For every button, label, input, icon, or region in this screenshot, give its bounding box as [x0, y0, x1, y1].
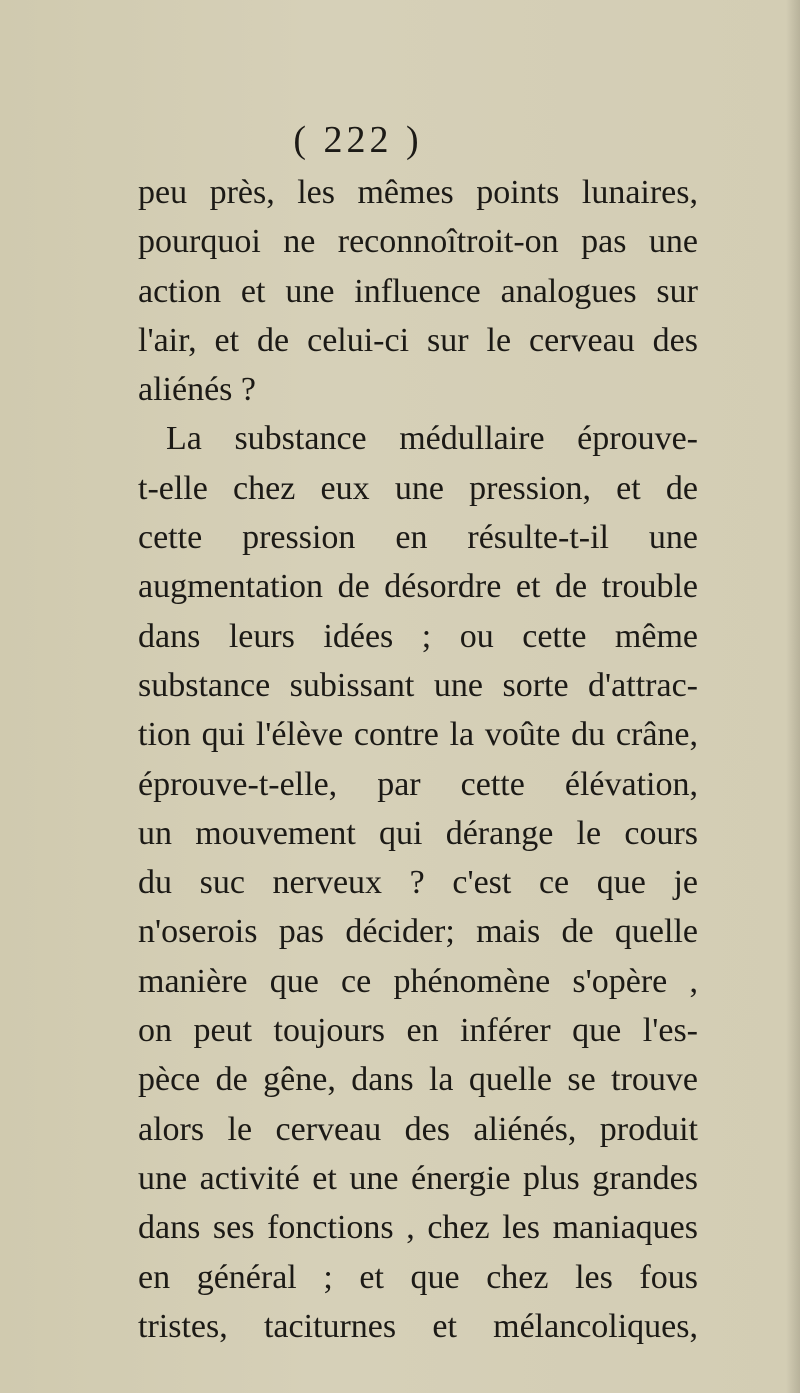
text-line: peu près, les mêmes points lunaires, [138, 174, 698, 211]
text-line: aliénés ? [138, 371, 256, 409]
text-line: manière que ce phénomène s'opère , [138, 962, 698, 1000]
text-line: une activité et une énergie plus grandes [138, 1159, 698, 1197]
text-line: tristes, taciturnes et mélancoliques, [138, 1307, 698, 1345]
text-line: n'oserois pas décider; mais de quelle [138, 913, 698, 951]
text-line: t-elle chez eux une pression, et de [138, 469, 698, 507]
text-line: alors le cerveau des aliénés, produit [138, 1110, 698, 1148]
text-line: action et une influence analogues sur [138, 272, 698, 310]
text-line: en général ; et que chez les fous [138, 1258, 698, 1296]
text-line: un mouvement qui dérange le cours [138, 814, 698, 852]
text-line: substance subissant une sorte d'attrac- [138, 666, 698, 704]
text-line: l'air, et de celui-ci sur le cerveau des [138, 321, 698, 359]
text-line: on peut toujours en inférer que l'es- [138, 1012, 698, 1050]
text-line: dans ses fonctions , chez les maniaques [138, 1209, 698, 1247]
text-line: cette pression en résulte-t-il une [138, 519, 698, 557]
text-line: tion qui l'élève contre la voûte du crâne, [138, 716, 698, 754]
text-line: pèce de gêne, dans la quelle se trouve [138, 1061, 698, 1099]
text-line: pourquoi ne reconnoîtroit-on pas une [138, 223, 698, 261]
text-line: dans leurs idées ; ou cette même [138, 617, 698, 655]
text-line: éprouve-t-elle, par cette élévation, [138, 765, 698, 803]
paragraph-start-line: La substance médullaire éprouve- [166, 420, 698, 458]
body-text [138, 168, 698, 1351]
page-number: ( 222 ) [293, 119, 423, 161]
text-line: augmentation de désordre et de trouble [138, 568, 698, 606]
text-line: du suc nerveux ? c'est ce que je [138, 864, 698, 902]
